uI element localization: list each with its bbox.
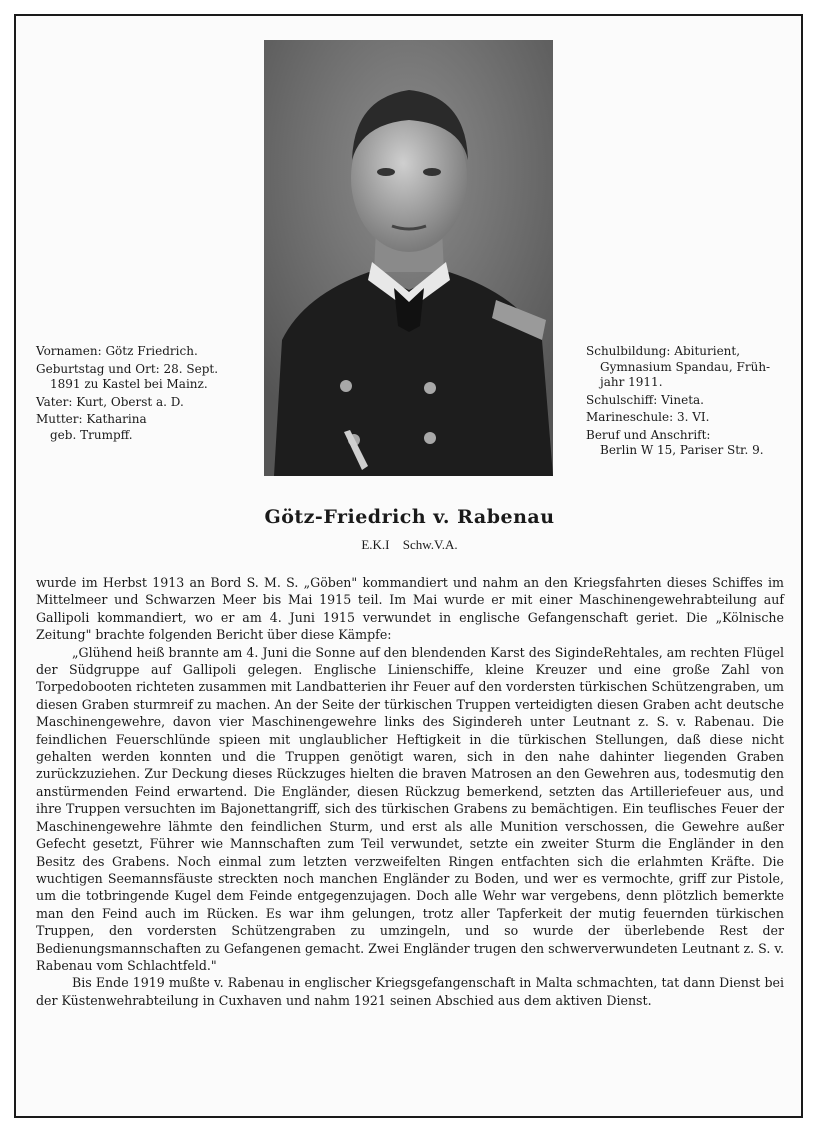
portrait-photo: [264, 40, 553, 476]
schooling-line-3: jahr 1911.: [600, 375, 663, 389]
personal-data-right: [586, 344, 796, 461]
schooling-line-2: Gymnasium Spandau, Früh-: [600, 359, 771, 374]
awards-line: E.K.I Schw.V.A.: [361, 537, 458, 552]
birth-line-2: 1891 zu Kastel bei Mainz.: [50, 377, 208, 391]
training-ship: Schulschiff: Vineta.: [586, 392, 704, 407]
naval-school: Marineschule: 3. VI.: [586, 410, 710, 424]
biography-text: [36, 574, 784, 1009]
father: Vater: Kurt, Oberst a. D.: [36, 394, 184, 409]
birth-line-1: Geburtstag und Ort: 28. Sept.: [36, 361, 219, 376]
occupation-line-1: Beruf und Anschrift:: [586, 427, 711, 442]
occupation-line-2: Berlin W 15, Pariser Str. 9.: [600, 443, 764, 457]
paragraph-2-quote: „Glühend heiß brannte am 4. Juni die Sonne auf den blendenden Karst des SigindeRehtales, am rechten Flügel der Südgruppe auf Gallipoli gelegen. Englische Linienschiffe, kleine Kreuzer und eine große Zahl von Torpedobooten richteten zusammen mit Landbatterien ihr Feuer auf den vordersten türkischen Schützengraben, um diesen Graben sturmreif zu machen. An der Seite der türkischen Truppen verteidigten diesen Graben acht deutsche Maschinengewehre, davon vier Maschinengewehre links des Sigindereh unter Leutnant z. S. v. Rabenau. Die feindlichen Feuerschlünde spieen mit unglaublicher Heftigkeit in die türkischen Stellungen, daß diese nicht gehalten werden konnten und die Truppen genötigt waren, sich in den nahe dahinter liegenden Graben zurückzuziehen. Zur Deckung dieses Rückzuges hielten die braven Matrosen an den Gewehren aus, todesmutig den anstürmenden Feind erwartend. Die Engländer, diesen Rückzug bemerkend, setzten das Artilleriefeuer aus, und ihre Truppen versuchten im Bajonettangriff, sich des türkischen Grabens zu bemächtigen. Ein teuflisches Feuer der Maschinengewehre lähmte den feindlichen Sturm, und erst als alle Munition verschossen, die Gewehre außer Gefecht gesetzt, Führer wie Mannschaften zum Teil verwundet, setzte ein zweiter Sturm die Engländer in den Besitz des Grabens. Noch einmal zum letzten verzweifelten Ringen entfachten sich die erlahmten Kräfte. Die wuchtigen Seemannsfäuste streckten noch manchen Engländer zu Boden, und wer es vermochte, griff zur Pistole, um die totbringende Kugel dem Feinde entgegenzujagen. Doch alle Wehr war vergebens, denn plötzlich bemerkte man den Feind auch im Rücken. Es war ihm gelungen, trotz aller Tapferkeit der mutig feuernden türkischen Truppen, den vordersten Schützengraben zu umzingeln, und so wurde der überlebende Rest der Bedienungsmannschaften zu Gefangenen gemacht. Zwei Engländer trugen den schwerverwundeten Leutnant z. S. v. Rabenau vom Schlachtfeld.": [36, 644, 784, 973]
person-name-title: Götz-Friedrich v. Rabenau: [264, 506, 555, 528]
paragraph-1: wurde im Herbst 1913 an Bord S. M. S. „Göben" kommandiert und nahm an den Kriegsfahrten dieses Schiffes im Mittelmeer und Schwarzen Meer bis Mai 1915 teil. Im Mai wurde er mit einer Maschinengewehrabteilung auf Gallipoli kommandiert, wo er am 4. Juni 1915 verwundet in englische Gefangenschaft geriet. Die „Kölnische Zeitung" brachte folgenden Bericht über diese Kämpfe:: [36, 575, 784, 643]
personal-data-left: [36, 344, 256, 445]
mother-line-1: Mutter: Katharina: [36, 412, 147, 426]
mother-line-2: geb. Trumpff.: [50, 427, 133, 442]
first-names: Vornamen: Götz Friedrich.: [36, 344, 198, 358]
schooling-line-1: Schulbildung: Abiturient,: [586, 344, 741, 358]
paragraph-3: Bis Ende 1919 mußte v. Rabenau in englischer Kriegsgefangenschaft in Malta schmachten, tat dann Dienst bei der Küstenwehrabteilung in Cuxhaven und nahm 1921 seinen Abschied aus dem aktiven Dienst.: [36, 975, 784, 1008]
portrait-illustration: [264, 40, 553, 476]
